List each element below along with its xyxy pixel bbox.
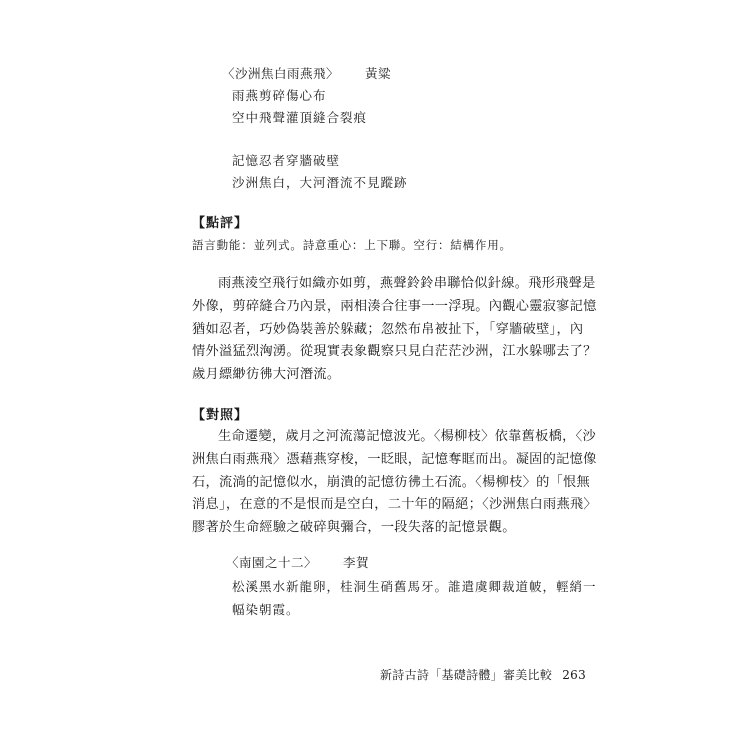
paragraph-line: 膠著於生命經驗之破碎與彌合，一段失落的記憶景觀。 — [192, 520, 516, 536]
paragraph-line: 消息」，在意的不是恨而是空白，二十年的隔絕；〈沙洲焦白雨燕飛〉 — [192, 497, 597, 513]
poem-line: 空中飛聲灌頂縫合裂痕 — [232, 110, 368, 125]
poem-title: 〈南園之十二〉 — [226, 555, 318, 570]
poem-line: 幅染朝霞。 — [232, 602, 300, 617]
review-heading: 【點評】 — [192, 216, 249, 231]
poem-title: 〈沙洲焦白雨燕飛〉 — [222, 66, 340, 81]
page-footer — [380, 666, 586, 683]
poem-line: 松溪黑水新龍卵，桂洞生硝舊馬牙。誰遣虞卿裁道帔，輕綃一 — [232, 579, 597, 594]
poem-title-line — [222, 64, 391, 82]
paragraph-line: 猶如忍者，巧妙偽裝善於躲藏；忽然布帛被扯下，「穿牆破壁」，內 — [192, 321, 584, 337]
paragraph-line: 情外溢猛烈洶湧。從現實表象觀察只見白茫茫沙洲，江水躲哪去了？ — [192, 344, 597, 360]
compare-heading: 【對照】 — [192, 408, 249, 423]
paragraph-line: 雨燕淩空飛行如織亦如剪，燕聲鈴鈴串聯恰似針線。飛形飛聲是 — [218, 276, 596, 291]
poem-line: 記憶忍者穿牆破壁 — [232, 153, 341, 168]
paragraph-line: 歲月縹緲彷彿大河潛流。 — [192, 367, 341, 383]
review-paragraph — [192, 273, 597, 387]
page-number: 263 — [562, 668, 587, 682]
running-title: 新詩古詩「基礎詩體」審美比較 — [380, 668, 553, 682]
poem-line: 雨燕剪碎傷心布 — [232, 88, 327, 103]
poem-line: 沙洲焦白，大河潛流不見蹤跡 — [232, 175, 408, 190]
compare-paragraph — [192, 426, 597, 540]
poem-author: 李賀 — [343, 555, 370, 570]
paragraph-line: 生命遷變，歲月之河流蕩記憶波光。〈楊柳枝〉依靠舊板橋，〈沙 — [218, 429, 596, 444]
paragraph-line: 石，流淌的記憶似水，崩潰的記憶彷彿土石流。〈楊柳枝〉的「恨無 — [192, 474, 591, 490]
poem-author: 黃粱 — [365, 66, 392, 81]
paragraph-line: 外像，剪碎縫合乃內景，兩相湊合往事一一浮現。內觀心靈寂寥記憶 — [192, 298, 597, 314]
review-note: 語言動能：並列式。詩意重心：上下聯。空行：結構作用。 — [192, 238, 512, 252]
poem-title-line — [226, 553, 369, 571]
paragraph-line: 洲焦白雨燕飛〉憑藉燕穿梭，一眨眼，記憶奪眶而出。凝固的記憶像 — [192, 451, 597, 467]
